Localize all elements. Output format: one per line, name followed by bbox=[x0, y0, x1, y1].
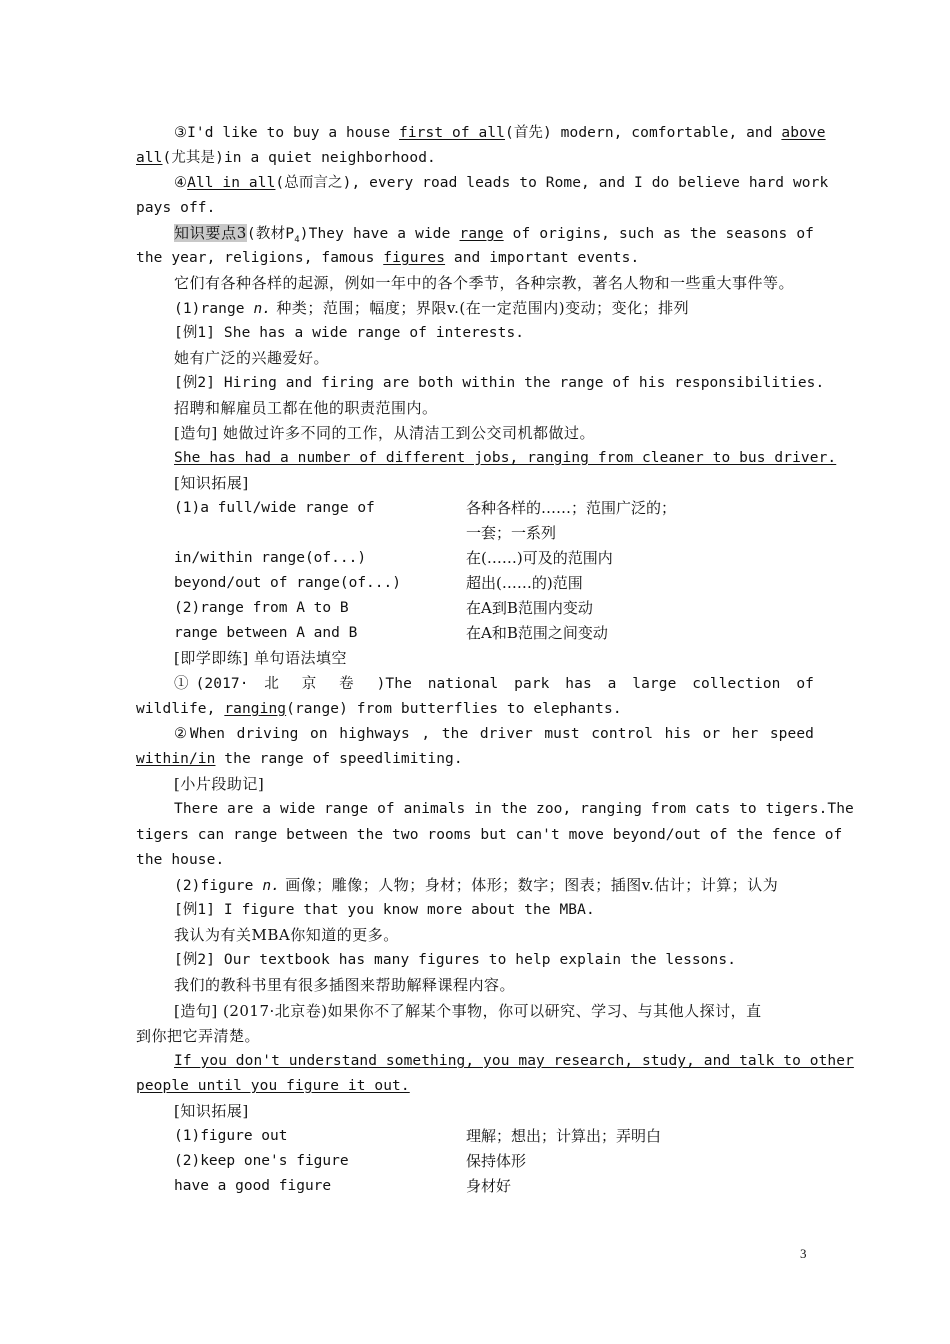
translation-line: 她有广泛的兴趣爱好。 bbox=[174, 349, 330, 367]
underlined-answer: above bbox=[781, 125, 826, 141]
phrase: (2)keep one's figure bbox=[174, 1153, 349, 1169]
example-line: [例1] She has a wide range of interests. bbox=[174, 325, 525, 341]
text-line bbox=[136, 246, 814, 271]
text-span: the year, religions, famous bbox=[136, 250, 384, 266]
text-span: (教材P bbox=[246, 226, 295, 242]
section-heading: [小片段助记] bbox=[174, 775, 265, 793]
phrase-meaning: 超出(……的)范围 bbox=[466, 574, 583, 592]
text-span: (range) from butterflies to elephants. bbox=[286, 701, 622, 717]
text-span: and important events. bbox=[445, 250, 640, 266]
text-span: (2)figure bbox=[174, 878, 263, 894]
phrase: have a good figure bbox=[174, 1178, 332, 1194]
exercise-line: ②When driving on highways , the driver must control his or her speed bbox=[174, 726, 814, 742]
section-heading: [知识拓展] bbox=[174, 474, 249, 492]
part-of-speech: n. bbox=[253, 301, 272, 317]
text-line: pays off. bbox=[136, 200, 216, 216]
text-line bbox=[136, 747, 814, 772]
definition-line bbox=[174, 296, 814, 322]
translation-line: 它们有各种各样的起源，例如一年中的各个季节，各种宗教，著名人物和一些重大事件等。 bbox=[174, 274, 795, 292]
translation-line: 我们的教科书里有很多插图来帮助解释课程内容。 bbox=[174, 976, 516, 994]
sentence-answer: people until you figure it out. bbox=[136, 1078, 410, 1094]
section-heading: [知识拓展] bbox=[174, 1102, 249, 1120]
page-subscript: 4 bbox=[294, 234, 300, 245]
text-span: (尤其是)in a quiet neighborhood. bbox=[162, 150, 436, 166]
underlined-keyword: range bbox=[459, 226, 504, 242]
sentence-task: [造句] 她做过许多不同的工作，从清洁工到公交司机都做过。 bbox=[174, 424, 595, 442]
sentence-answer: She has had a number of different jobs, ranging from cleaner to bus driver. bbox=[174, 450, 837, 466]
example-line: [例1] I figure that you know more about the MBA. bbox=[174, 902, 595, 918]
underlined-answer: ranging bbox=[224, 701, 287, 717]
phrase-meaning: 身材好 bbox=[466, 1177, 512, 1195]
text-span: ③I'd like to buy a house bbox=[174, 125, 400, 141]
text-span: ④ bbox=[174, 175, 188, 191]
phrase-meaning: 在A到B范围内变动 bbox=[466, 599, 593, 617]
text-span: the range of speedlimiting. bbox=[215, 751, 463, 767]
section-heading: [即学即练] 单句语法填空 bbox=[174, 649, 347, 667]
underlined-answer: All in all bbox=[187, 175, 276, 191]
phrase-meaning: 保持体形 bbox=[466, 1152, 527, 1170]
phrase: (1)a full/wide range of bbox=[174, 500, 375, 516]
text-line bbox=[136, 146, 814, 171]
text-line bbox=[174, 121, 826, 146]
knowledge-point-label: 知识要点3 bbox=[174, 224, 247, 242]
definition-line bbox=[174, 873, 814, 899]
text-span: 画像；雕像；人物；身材；体形；数字；图表；插图v.估计；计算；认为 bbox=[279, 876, 779, 894]
phrase-meaning: 一套；一系列 bbox=[466, 524, 557, 542]
text-line: There are a wide range of animals in the zoo, ranging from cats to tigers.The bbox=[174, 801, 854, 817]
example-line: [例2] Our textbook has many figures to help explain the lessons. bbox=[174, 952, 737, 968]
text-span: (首先) modern, comfortable, and bbox=[504, 125, 782, 141]
phrase-meaning: 理解；想出；计算出；弄明白 bbox=[466, 1127, 662, 1145]
phrase: (2)range from A to B bbox=[174, 600, 349, 616]
sentence-answer: If you don't understand something, you may research, study, and talk to other bbox=[174, 1053, 854, 1069]
translation-line: 招聘和解雇员工都在他的职责范围内。 bbox=[174, 399, 438, 417]
text-line bbox=[174, 171, 829, 196]
exercise-line: ①(2017· 北 京 卷 )The national park has a large collection of bbox=[174, 676, 814, 692]
phrase: beyond/out of range(of...) bbox=[174, 575, 401, 591]
underlined-answer: within/in bbox=[136, 751, 216, 767]
phrase-meaning: 在A和B范围之间变动 bbox=[466, 624, 608, 642]
page-number: 3 bbox=[800, 1246, 807, 1261]
phrase-meaning: 各种各样的……；范围广泛的； bbox=[466, 499, 677, 517]
underlined-keyword: figures bbox=[383, 250, 446, 266]
text-line bbox=[136, 697, 814, 722]
underlined-answer: first of all bbox=[399, 125, 505, 141]
phrase-meaning: 在(……)可及的范围内 bbox=[466, 549, 613, 567]
phrase: range between A and B bbox=[174, 625, 358, 641]
example-line: [例2] Hiring and firing are both within the range of his responsibilities. bbox=[174, 375, 825, 391]
phrase: in/within range(of...) bbox=[174, 550, 367, 566]
text-line: tigers can range between the two rooms but can't move beyond/out of the fence of bbox=[136, 827, 843, 843]
text-span: of origins, such as the seasons of bbox=[503, 226, 815, 242]
text-span: wildlife, bbox=[136, 701, 225, 717]
text-line: the house. bbox=[136, 852, 225, 868]
underlined-answer: all bbox=[136, 150, 163, 166]
sentence-task: 到你把它弄清楚。 bbox=[136, 1027, 261, 1045]
text-span: (总而言之), every road leads to Rome, and I do believe hard work bbox=[275, 175, 829, 191]
phrase: (1)figure out bbox=[174, 1128, 288, 1144]
text-span: (1)range bbox=[174, 301, 254, 317]
text-span: 种类；范围；幅度；界限v.(在一定范围内)变动；变化；排列 bbox=[271, 299, 690, 317]
sentence-task: [造句] (2017·北京卷)如果你不了解某个事物，你可以研究、学习、与其他人探讨，直 bbox=[174, 1002, 762, 1020]
text-span: )They have a wide bbox=[299, 226, 460, 242]
translation-line: 我认为有关MBA你知道的更多。 bbox=[174, 926, 399, 944]
part-of-speech: n. bbox=[262, 878, 280, 894]
